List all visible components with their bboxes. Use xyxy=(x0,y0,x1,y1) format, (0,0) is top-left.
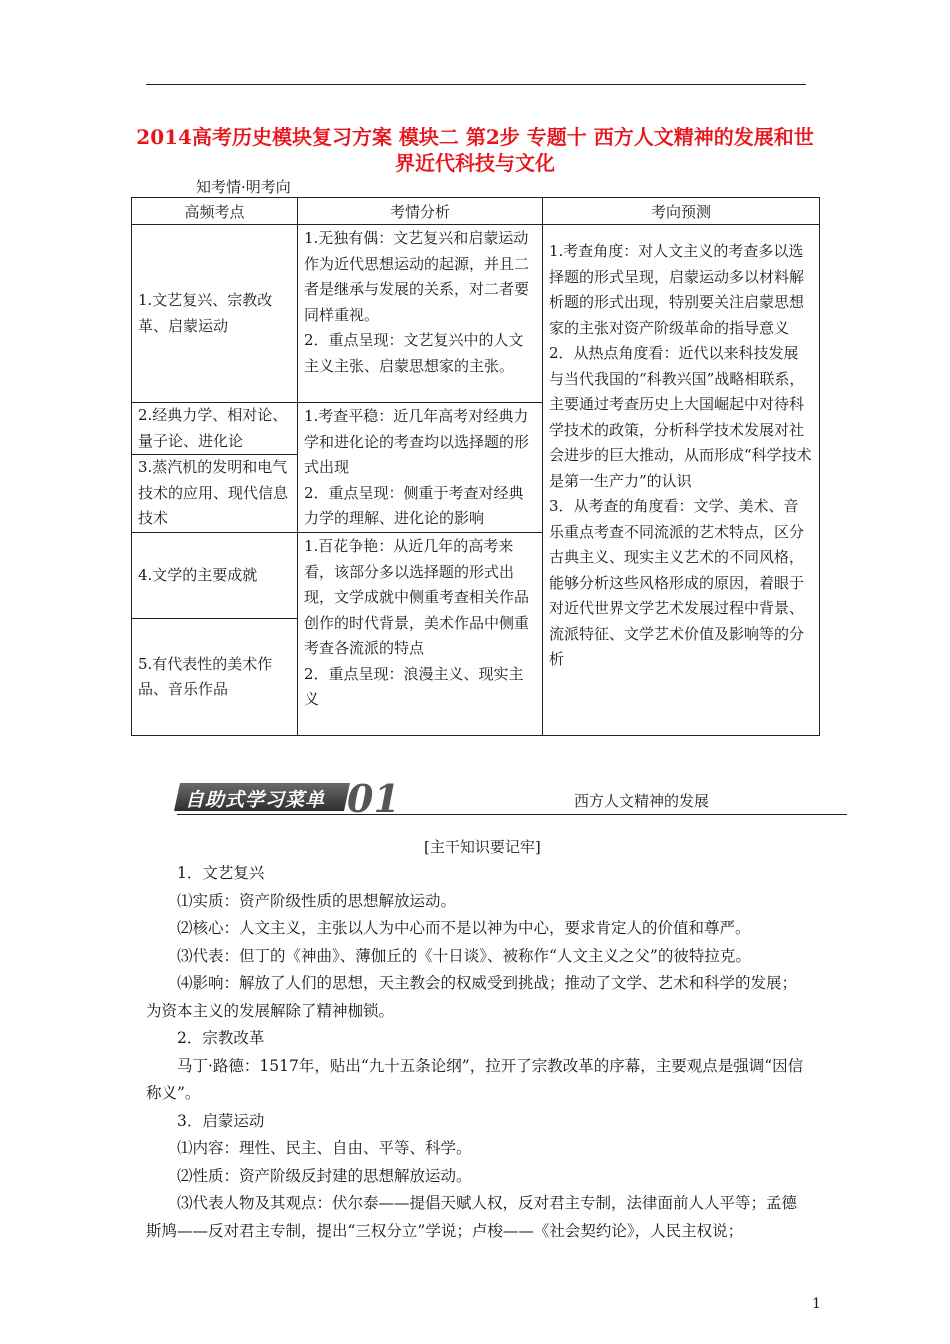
analysis-item: 2．重点呈现：浪漫主义、现实主义 xyxy=(304,664,524,708)
section-heading: 西方人文精神的发展 xyxy=(574,792,710,810)
paragraph: ⑴内容：理性、民主、自由、平等、科学。 xyxy=(177,1139,472,1157)
paragraph: ⑵核心：人文主义，主张以人为中心而不是以神为中心，要求肯定人的价值和尊严。 xyxy=(177,919,751,937)
topic-cell: 1.文艺复兴、宗教改革、启蒙运动 xyxy=(132,225,298,403)
section-subtitle: 知考情·明考向 xyxy=(196,178,291,196)
heading-enlightenment: 3．启蒙运动 xyxy=(177,1111,265,1130)
banner-number: 01 xyxy=(347,776,400,821)
paragraph: ⑶代表：但丁的《神曲》、薄伽丘的《十日谈》、被称作“人文主义之父”的彼特拉克。 xyxy=(177,946,751,965)
analysis-item: 2．重点呈现：文艺复兴中的人文主义主张、启蒙思想家的主张。 xyxy=(304,331,524,375)
prediction-item: 2．从热点角度看：近代以来科技发展与当代我国的“科教兴国”战略相联系，主要通过考查历史上大国崛起中对待科学技术的政策，分析科学技术发展对社会进步的巨大推动，从而形成“科学技术是第一生产力”的认识 xyxy=(549,344,812,490)
analysis-item: 1.无独有偶：文艺复兴和启蒙运动作为近代思想运动的起源，并且二者是继承与发展的关系，对二者要同样重视。 xyxy=(304,229,530,324)
table-header-row xyxy=(132,198,820,225)
analysis-cell xyxy=(298,403,543,533)
analysis-cell xyxy=(298,533,543,736)
analysis-cell xyxy=(298,225,543,403)
paragraph: ⑶代表人物及其观点：伏尔泰——提倡天赋人权，反对君主专制，法律面前人人平等；孟德斯鸠——反对君主专制，提出“三权分立”学说；卢梭——《社会契约论》，人民主权说； xyxy=(146,1194,798,1240)
header-topics: 高频考点 xyxy=(132,198,298,225)
topic-cell: 3.蒸汽机的发明和电气技术的应用、现代信息技术 xyxy=(132,455,298,533)
header-prediction: 考向预测 xyxy=(543,198,820,225)
analysis-item: 1.百花争艳：从近几年的高考来看，该部分多以选择题的形式出现，文学成就中侧重考查相关作品创作的时代背景，美术作品中侧重考查各流派的特点 xyxy=(304,537,530,657)
table-row xyxy=(132,225,820,403)
paragraph: ⑵性质：资产阶级反封建的思想解放运动。 xyxy=(177,1166,472,1185)
header-analysis: 考情分析 xyxy=(298,198,543,225)
section-banner xyxy=(177,776,400,821)
topic-cell: 2.经典力学、相对论、量子论、进化论 xyxy=(132,403,298,455)
top-rule xyxy=(146,84,806,85)
exam-analysis-table xyxy=(131,197,820,736)
paragraph: ⑷影响：解放了人们的思想，天主教会的权威受到挑战；推动了文学、艺术和科学的发展；为资本主义的发展解除了精神枷锁。 xyxy=(146,974,798,1020)
topic-cell: 5.有代表性的美术作品、音乐作品 xyxy=(132,619,298,736)
analysis-item: 2．重点呈现：侧重于考查对经典力学的理解、进化论的影响 xyxy=(304,483,524,527)
paragraph: 马丁·路德：1517年，贴出“九十五条论纲”，拉开了宗教改革的序幕，主要观点是强调“因信称义”。 xyxy=(146,1056,804,1102)
document-title: 2014高考历史模块复习方案 模块二 第2步 专题十 西方人文精神的发展和世界近代科技与文化 xyxy=(136,125,814,175)
prediction-item: 1.考查角度：对人文主义的考查多以选择题的形式呈现，启蒙运动多以材料解析题的形式出现，特别要关注启蒙思想家的主张对资产阶级革命的指导意义 xyxy=(549,242,805,337)
heading-renaissance: 1．文艺复兴 xyxy=(177,864,265,882)
prediction-item: 3．从考查的角度看：文学、美术、音乐重点考查不同流派的艺术特点，区分古典主义、现实主义艺术的不同风格，能够分析这些风格形成的原因，着眼于对近代世界文学艺术发展过程中背景、流派特征、文学艺术价值及影响等的分析 xyxy=(549,497,805,668)
analysis-item: 1.考查平稳：近几年高考对经典力学和进化论的考查均以选择题的形式出现 xyxy=(304,407,530,476)
banner-rule xyxy=(177,814,847,815)
knowledge-heading: [主干知识要记牢] xyxy=(424,838,541,856)
heading-reformation: 2．宗教改革 xyxy=(177,1029,265,1047)
page-number: 1 xyxy=(812,1296,821,1312)
prediction-cell xyxy=(543,225,820,736)
body-text xyxy=(146,860,812,1245)
banner-text: 自助式学习菜单 xyxy=(185,789,326,811)
paragraph: ⑴实质：资产阶级性质的思想解放运动。 xyxy=(177,891,457,910)
topic-cell: 4.文学的主要成就 xyxy=(132,533,298,619)
